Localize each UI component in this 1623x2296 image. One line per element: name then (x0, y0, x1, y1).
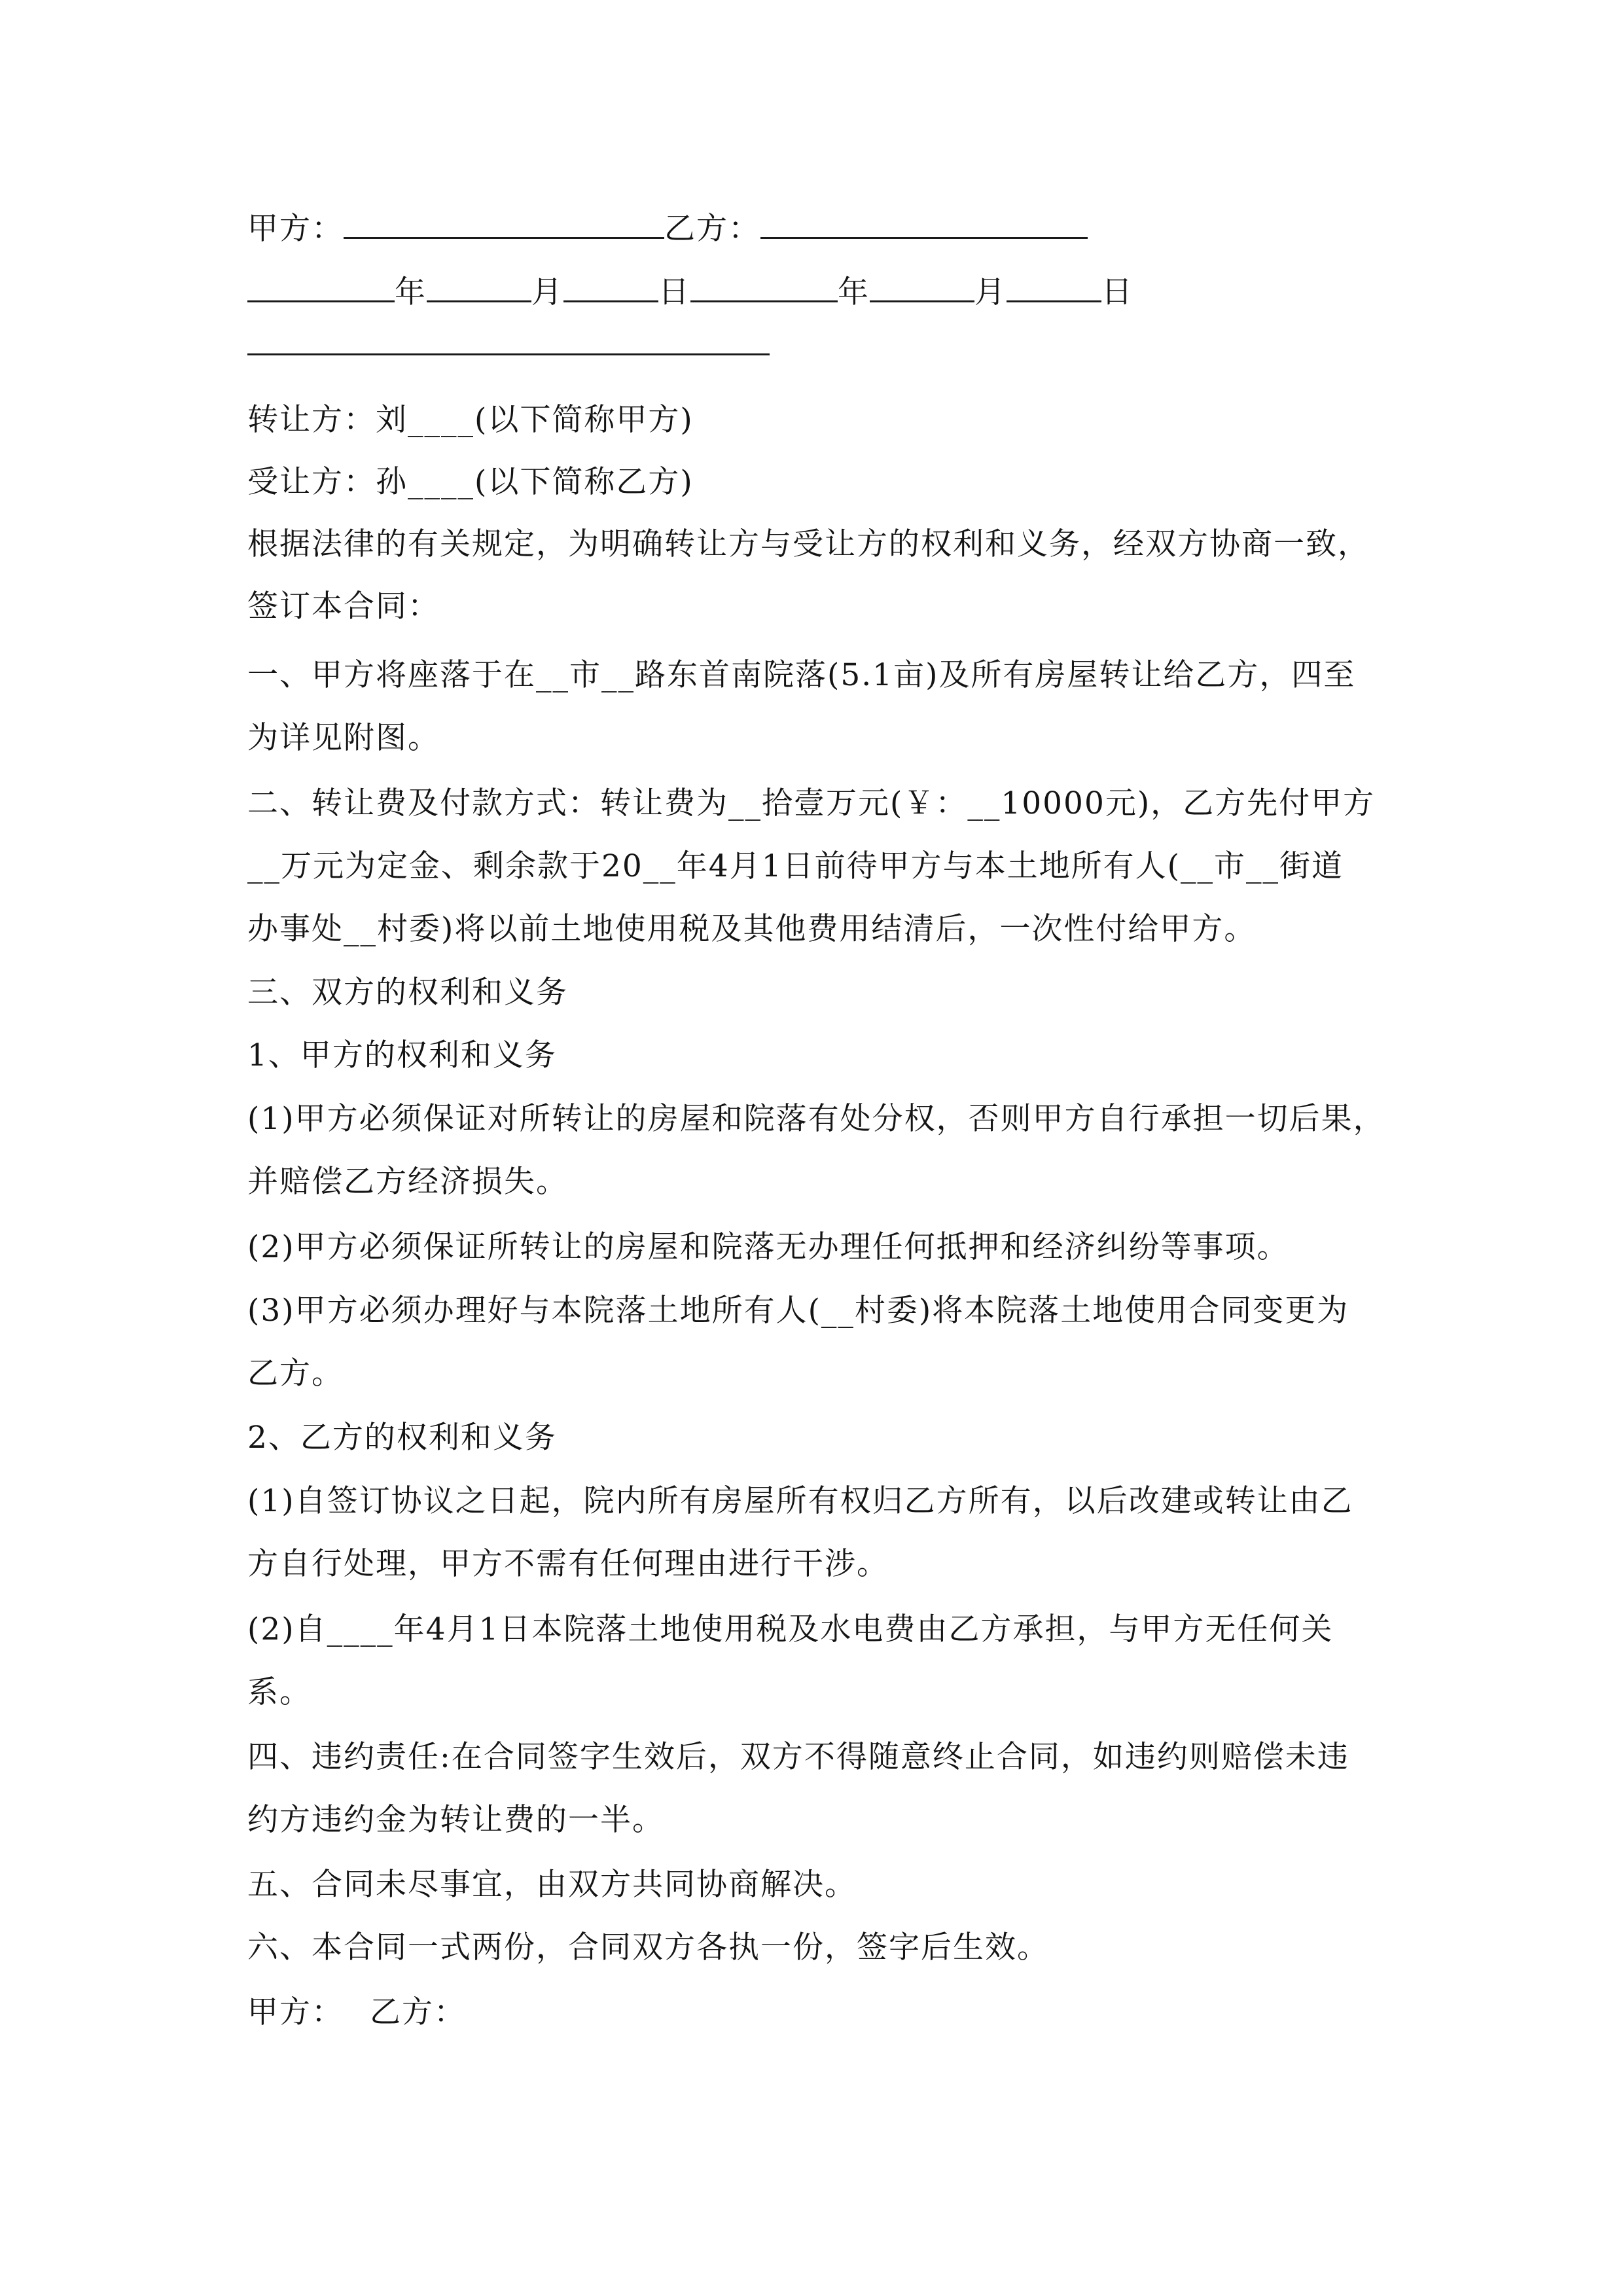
sub-2-item-2-line-2: 系。 (247, 1674, 312, 1710)
clause-5: 五、合同未尽事宜，由双方共同协商解决。 (247, 1867, 857, 1903)
month-blank-b (870, 272, 974, 302)
sub-1-item-3-line-1: (3)甲方必须办理好与本院落土地所有人(__村委)将本院落土地使用合同变更为 (247, 1293, 1349, 1329)
clause-2-line-3: 办事处__村委)将以前土地使用税及其他费用结清后，一次性付给甲方。 (247, 911, 1257, 947)
month-label-a: 月 (531, 274, 563, 310)
footer-signature-line (247, 1993, 466, 2032)
clause-6: 六、本合同一式两份，合同双方各执一份，签字后生效。 (247, 1929, 1049, 1965)
sub-1-heading: 1、甲方的权利和义务 (247, 1037, 557, 1073)
intro-line-2: 签订本合同： (247, 588, 440, 624)
day-label-b: 日 (1101, 274, 1133, 310)
clause-2-line-2: __万元为定金、剩余款于20__年4月1日前待甲方与本土地所有人(__市__街道 (247, 848, 1344, 884)
sub-2-item-2-line-1: (2)自____年4月1日本院落土地使用税及水电费由乙方承担，与甲方无任何关 (247, 1611, 1334, 1647)
footer-party-b-label: 乙方： (370, 1994, 466, 2030)
year-label-b: 年 (838, 274, 870, 310)
day-label-a: 日 (658, 274, 690, 310)
party-b-blank (760, 208, 1088, 239)
header-signature-line (247, 208, 1088, 247)
sub-1-item-1-line-1: (1)甲方必须保证对所转让的房屋和院落有处分权，否则甲方自行承担一切后果， (247, 1101, 1385, 1137)
clause-1-line-2: 为详见附图。 (247, 720, 440, 756)
transferor-line: 转让方：刘____(以下简称甲方) (247, 402, 694, 438)
month-blank-a (427, 272, 531, 302)
year-label-a: 年 (395, 274, 427, 310)
clause-1-line-1: 一、甲方将座落于在__市__路东首南院落(5.1亩)及所有房屋转让给乙方，四至 (247, 657, 1356, 693)
party-a-blank (344, 208, 664, 239)
month-label-b: 月 (974, 274, 1007, 310)
sub-1-item-3-line-2: 乙方。 (247, 1355, 344, 1391)
clause-2-line-1: 二、转让费及付款方式：转让费为__拾壹万元(￥：__10000元)，乙方先付甲方 (247, 785, 1376, 821)
header-date-line (247, 272, 1133, 311)
sub-1-item-2: (2)甲方必须保证所转让的房屋和院落无办理任何抵押和经济纠纷等事项。 (247, 1229, 1289, 1265)
separator-rule (247, 353, 770, 355)
party-a-label: 甲方： (247, 211, 344, 247)
transferee-line: 受让方：孙____(以下简称乙方) (247, 464, 694, 500)
party-b-label: 乙方： (664, 211, 760, 247)
year-blank-b (690, 272, 838, 302)
sub-2-item-1-line-1: (1)自签订协议之日起，院内所有房屋所有权归乙方所有，以后改建或转让由乙 (247, 1483, 1353, 1519)
clause-4-line-2: 约方违约金为转让费的一半。 (247, 1802, 664, 1838)
sub-2-heading: 2、乙方的权利和义务 (247, 1420, 557, 1456)
sub-2-item-1-line-2: 方自行处理，甲方不需有任何理由进行干涉。 (247, 1546, 889, 1582)
day-blank-a (563, 272, 658, 302)
clause-4-line-1: 四、违约责任:在合同签字生效后，双方不得随意终止合同，如违约则赔偿未违 (247, 1739, 1349, 1775)
day-blank-b (1007, 272, 1101, 302)
year-blank-a (247, 272, 395, 302)
clause-3-heading: 三、双方的权利和义务 (247, 975, 568, 1011)
intro-line-1: 根据法律的有关规定，为明确转让方与受让方的权利和义务，经双方协商一致， (247, 526, 1370, 562)
sub-1-item-1-line-2: 并赔偿乙方经济损失。 (247, 1164, 568, 1200)
footer-party-a-label: 甲方： (247, 1994, 344, 2030)
